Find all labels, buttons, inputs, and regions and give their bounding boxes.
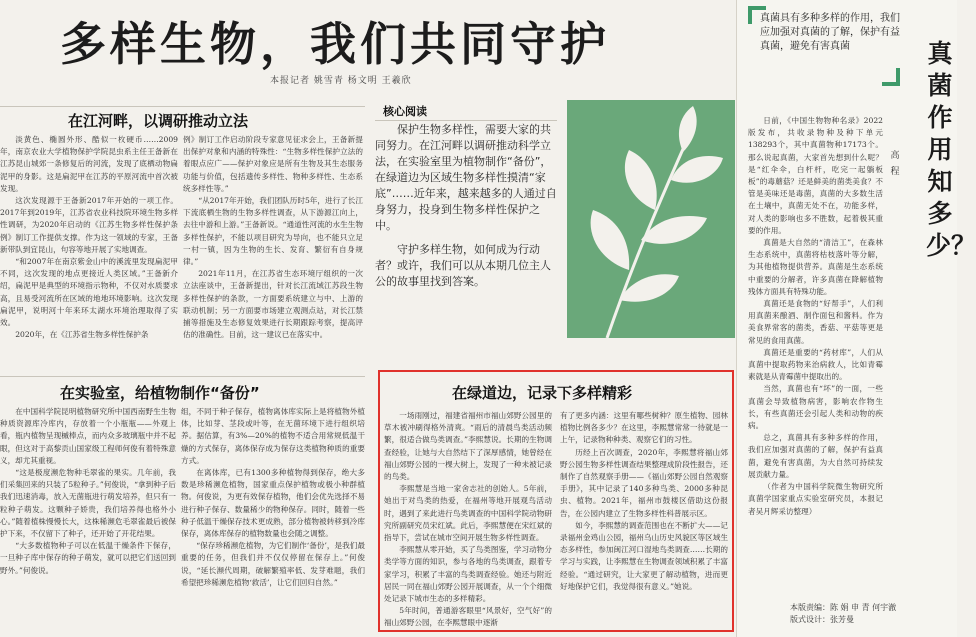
section2-column-a (0, 406, 176, 634)
paragraph: “保存珍稀濒危植物，为它们制作‘备份’，是我们最重要的任务，但我们并不仅仅停留在保存上。”何俊说，“延长濒代周期，破解繁殖率低、发芽难题，我们希望把珍稀濒危植物‘救活’，让它们回归自然。” (181, 541, 365, 587)
sidebar-quote: 真菌具有多种多样的作用，我们应加强对真菌的了解，保护有益真菌，避免有害真菌 (760, 13, 900, 52)
quote-close-mark (882, 68, 900, 86)
section3-column-b (560, 410, 728, 628)
section1-column-a (0, 134, 178, 374)
paragraph: 在中国科学院昆明植物研究所中国西南野生生物种质资源库冷库内，存放着一个小瓶瓶——外观上看，瓶内植物呈现槭棒点，而内众多玻璃瓶中并不起眼，但这对于高黎贡山国家级工程师何俊有着特殊意义，却尤其重视。 (0, 407, 176, 465)
core-paragraph: 保护生物多样性，需要大家的共同努力。在江河畔以调研推动科学立法，在实验室里为植物制作“备份”，在绿道边为区域生物多样性摸清“家底”……近年来，越来越多的人通过自身努力，投身到生物多样性保护之中。 (375, 123, 557, 232)
core-divider (375, 120, 557, 121)
paragraph: 这次发现源于王备新2017年开始的一项工作。2017年到2019年，江苏省农业科技院环境生物多样性调研，为2020年启动的《江苏生物多样性保护条例》制订工作提供支撑。作为这一领域的专家，王备新带队到宜昆山，句容等地开展了实地调查。 (0, 196, 178, 254)
paragraph: “和2007年在南京紫金山中的溪流里发现扁泥甲不同，这次发现的地点更接近人类区域。”王备新介绍，扁泥甲是典型的环境指示物种，不仅对水质要求高，且易受河流所在区域的地地环境影响。这次发现扁泥甲，说明河十年来环太湖水环境治理取得了实效。 (0, 257, 178, 328)
main-title: 多样生物，我们共同守护 (60, 17, 610, 71)
section-divider (0, 106, 365, 107)
section3-column-a (384, 410, 552, 628)
paragraph: 真菌还是重要的“药材库”，人们从真菌中提取药物来治病救人，比如青霉素就是从青霉菌中提取出的。 (748, 347, 883, 382)
paragraph: （作者为中国科学院微生物研究所真菌学国家重点实验室研究员，本报记者吴月辉采访整理） (748, 482, 883, 516)
paragraph: 李熙慧是当地一家舍志社的创始人。5年前，她出于对鸟类的热爱，在福州等地开展观鸟活动时，遇到了来此进行鸟类调查的中国科学院动物研究所副研究员宋红斌。此后，李熙慧便在宋红斌的指导下，尝试在城市空间开展生物多样性调查。 (384, 484, 552, 543)
editor-line: 本版责编：陈 娟 申 青 何宇澈 (790, 603, 897, 612)
core-reading-label: 核心阅读 (383, 105, 427, 118)
paragraph: “大多数植物种子可以在低温干燥条件下保存，一旦种子库中保存的种子萌发，就可以把它们送回到野外。”何俊说。 (0, 541, 176, 575)
section2-column-b (181, 406, 365, 634)
sidebar-title: 真菌作用知多少？ (926, 39, 976, 260)
paragraph: 日前，《中国生物物种名录》2022版发布，共收录物种及种下单元138293个，其中真菌物种17173个。那么说起真菌，大家首先想到什么呢？是“红伞伞，白杆杆，吃完一起躺板板”的毒蘑菇？还是鲜美的菌类美食？不管是美味还是毒菌，真菌的大多数生活在土壤中，真菌无处不在，功能多样，对人类的影响也多不胜数，起着极其重要的作用。 (748, 116, 883, 235)
paragraph: 总之，真菌具有多种多样的作用，我们应加强对真菌的了解，保护有益真菌，避免有害真菌，为大自然可持续发展贡献力量。 (748, 433, 883, 479)
core-reading-box (375, 122, 557, 344)
paragraph: “这是极度濒危物种毛翠雀的果实。几年前，我们采集回来的只装了5粒种子。”何俊说，“拿到种子后我们迅速消毒，放入无菌瓶进行萌发培养，但只有一粒种子萌发。这颗种子娇贵，我们培养得也格外小心。”随着植株慢慢长大，这株稀濒危毛翠雀最后被保护下来，不仅留下了种子，还开始了开花结果。 (0, 468, 176, 539)
paragraph: 2020年，在《江苏省生物多样性保护条 (15, 330, 149, 340)
sidebar-body (748, 115, 883, 595)
paragraph: 真菌还是食物的“好帮手”，人们利用真菌来酿酒、制作面包和酱料。作为美食界常客的菌类，香菇、平菇等更是常见的食用真菌。 (748, 299, 883, 345)
paragraph: 李熙慧从零开始，买了鸟类图鉴，学习动物分类学等方面的知识，参与各地的鸟类调查，跟着专家学习，积累了丰富的鸟类调查经验。她还与附近居民一同在福山郊野公园开展调查，从一个个细微处记录下城市生态的多样精彩。 (384, 545, 552, 604)
paragraph: 一场雨刚过，福建省福州市福山郊野公园里的草木被冲刷得格外清爽。“雨后的清晨鸟类活动频繁，很适合做鸟类调查。”李熙慧说。长期的生物调查经验，让她与大自然结下了深厚感情，她曾经在福山郊野公园的一棵大树上，发现了一种未被记录的鸟类。 (384, 411, 552, 482)
paragraph: 有了更多内涵：这里有哪些树种？原生植物、园林植物比例各多少？在这里，李熙慧常常一待就是一上午，记录物种种类、观察它们的习性。 (560, 411, 728, 445)
editor-line: 版式设计：张芳曼 (790, 615, 854, 624)
paragraph: 淡黄色、椭圆外形、酷似一枚硬币……2009年，南京农业大学植物保护学院昆虫系主任王备新在江苏昆山城郊一条修复后的河流，发现了底栖动物扁泥甲的身影。这是扁泥甲在江苏的平原河流中首次被发现。 (0, 135, 178, 193)
editor-credits (790, 602, 896, 626)
section1-column-b (183, 134, 363, 374)
leaf-illustration (567, 100, 735, 338)
paragraph: 真菌是大自然的“清洁工”，在森林生态系统中，真菌将枯枝落叶等分解，为其他植物提供营养。真菌是生态系统中重要的分解者，许多真菌在降解植物残体方面具有特殊功能。 (748, 238, 883, 296)
paragraph: 历经上百次调查，2020年，李熙慧将福山郊野公园生物多样性调查结果整理成阶段性报告，还制作了自然观察手册——《福山郊野公园自然观察手册》，其中记录了140多种鸟类、2000多种昆虫、植物。2021年，福州市鼓楼区借助这份报告，在公园内建立了生物多样性科普展示区。 (560, 447, 728, 518)
section-divider (0, 376, 365, 377)
core-paragraph: 守护多样生物，如何成为行动者？或许，我们可以从本期几位主人公的故事里找到答案。 (375, 243, 551, 288)
section3-heading: 在绿道边，记录下多样精彩 (452, 384, 633, 402)
byline: 本报记者 姚雪青 杨文明 王羲欣 (270, 76, 412, 86)
paragraph: “从2017年开始，我们团队历时5年，进行了长江下流底栖生物的生物多样性调查，从下游源江向上，去往中游和上游。”王备新说。“通道性河流的水生生物多样性保护，不能以项目研究为导向，也不能只立足一村一镇，因为生物的生长、发育、繁衍有自身规律。” (183, 196, 363, 267)
paragraph: 组，不同于种子保存，植物离体库实际上是将植物外植体，比如芽、茎段或叶等，在无菌环境下进行组织培养。据估算，有3%—20%的植物不适合用常规低温干燥的方式保存，离体保存成为保存这类植物种质的重要方式。 (181, 407, 365, 465)
paragraph: 当然，真菌也有“坏”的一面，一些真菌会导致植物病害，影响农作物生长，有些真菌还会引起人类和动物的疾病。 (748, 384, 883, 431)
paragraph: 5年时间，普通游客眼里“风景好，空气好”的福山郊野公园，在李熙慧眼中逐渐 (384, 606, 552, 628)
section1-heading: 在江河畔，以调研推动立法 (68, 112, 249, 130)
sidebar-author: 高程 (890, 151, 900, 177)
paragraph: 在离体库，已有1300多种植物得到保存，绝大多数是珍稀濒危植物，国家重点保护植物或极小种群植物。何俊说，为更有效保存植物，他们会优先选择不易进行种子保存、数量稀少的物种保存。同时，随着一些种子低温干燥保存技术更成熟，部分植物被转移到冷库保存，离体库保存的植物数量也会随之调整。 (181, 468, 365, 539)
paragraph: 2021年11月，在江苏省生态环境厅组织的一次立法座谈中，王备新提出，针对长江流域江苏段生物多样性保护的条款，一方面要系统建立与中、上游的联动机制；另一方面要市场建立观测点站，对长江禁捕等措施及生态修复效果进行长期跟踪考察，提高评估的准确性。目前，这一建议已在落实中。 (183, 269, 363, 340)
leaf-branch-icon (567, 100, 735, 338)
paragraph: 例》制订工作启动阶段专家意见征求会上，王备新提出保护对象和内涵的特殊性：“生物多样性保护立法的着眼点应广——保护对象应是所有生物及其生态服务功能与价值，包括遗传多样性、物种多样性、生态系统多样性等。” (183, 135, 363, 193)
paragraph: 如今，李熙慧的调查范围也在不断扩大——记录福州金鸡山公园，福州乌山历史风貌区等区域生态多样性，参加闽江河口湿地鸟类调查……长期的学习与实践，让李熙慧在生物调查领域积累了丰富经验。“通过研究，让大家更了解动植物，进而更好地保护它们，我觉得很有意义。”她说。 (560, 520, 728, 591)
section2-heading: 在实验室，给植物制作“备份” (60, 384, 260, 402)
